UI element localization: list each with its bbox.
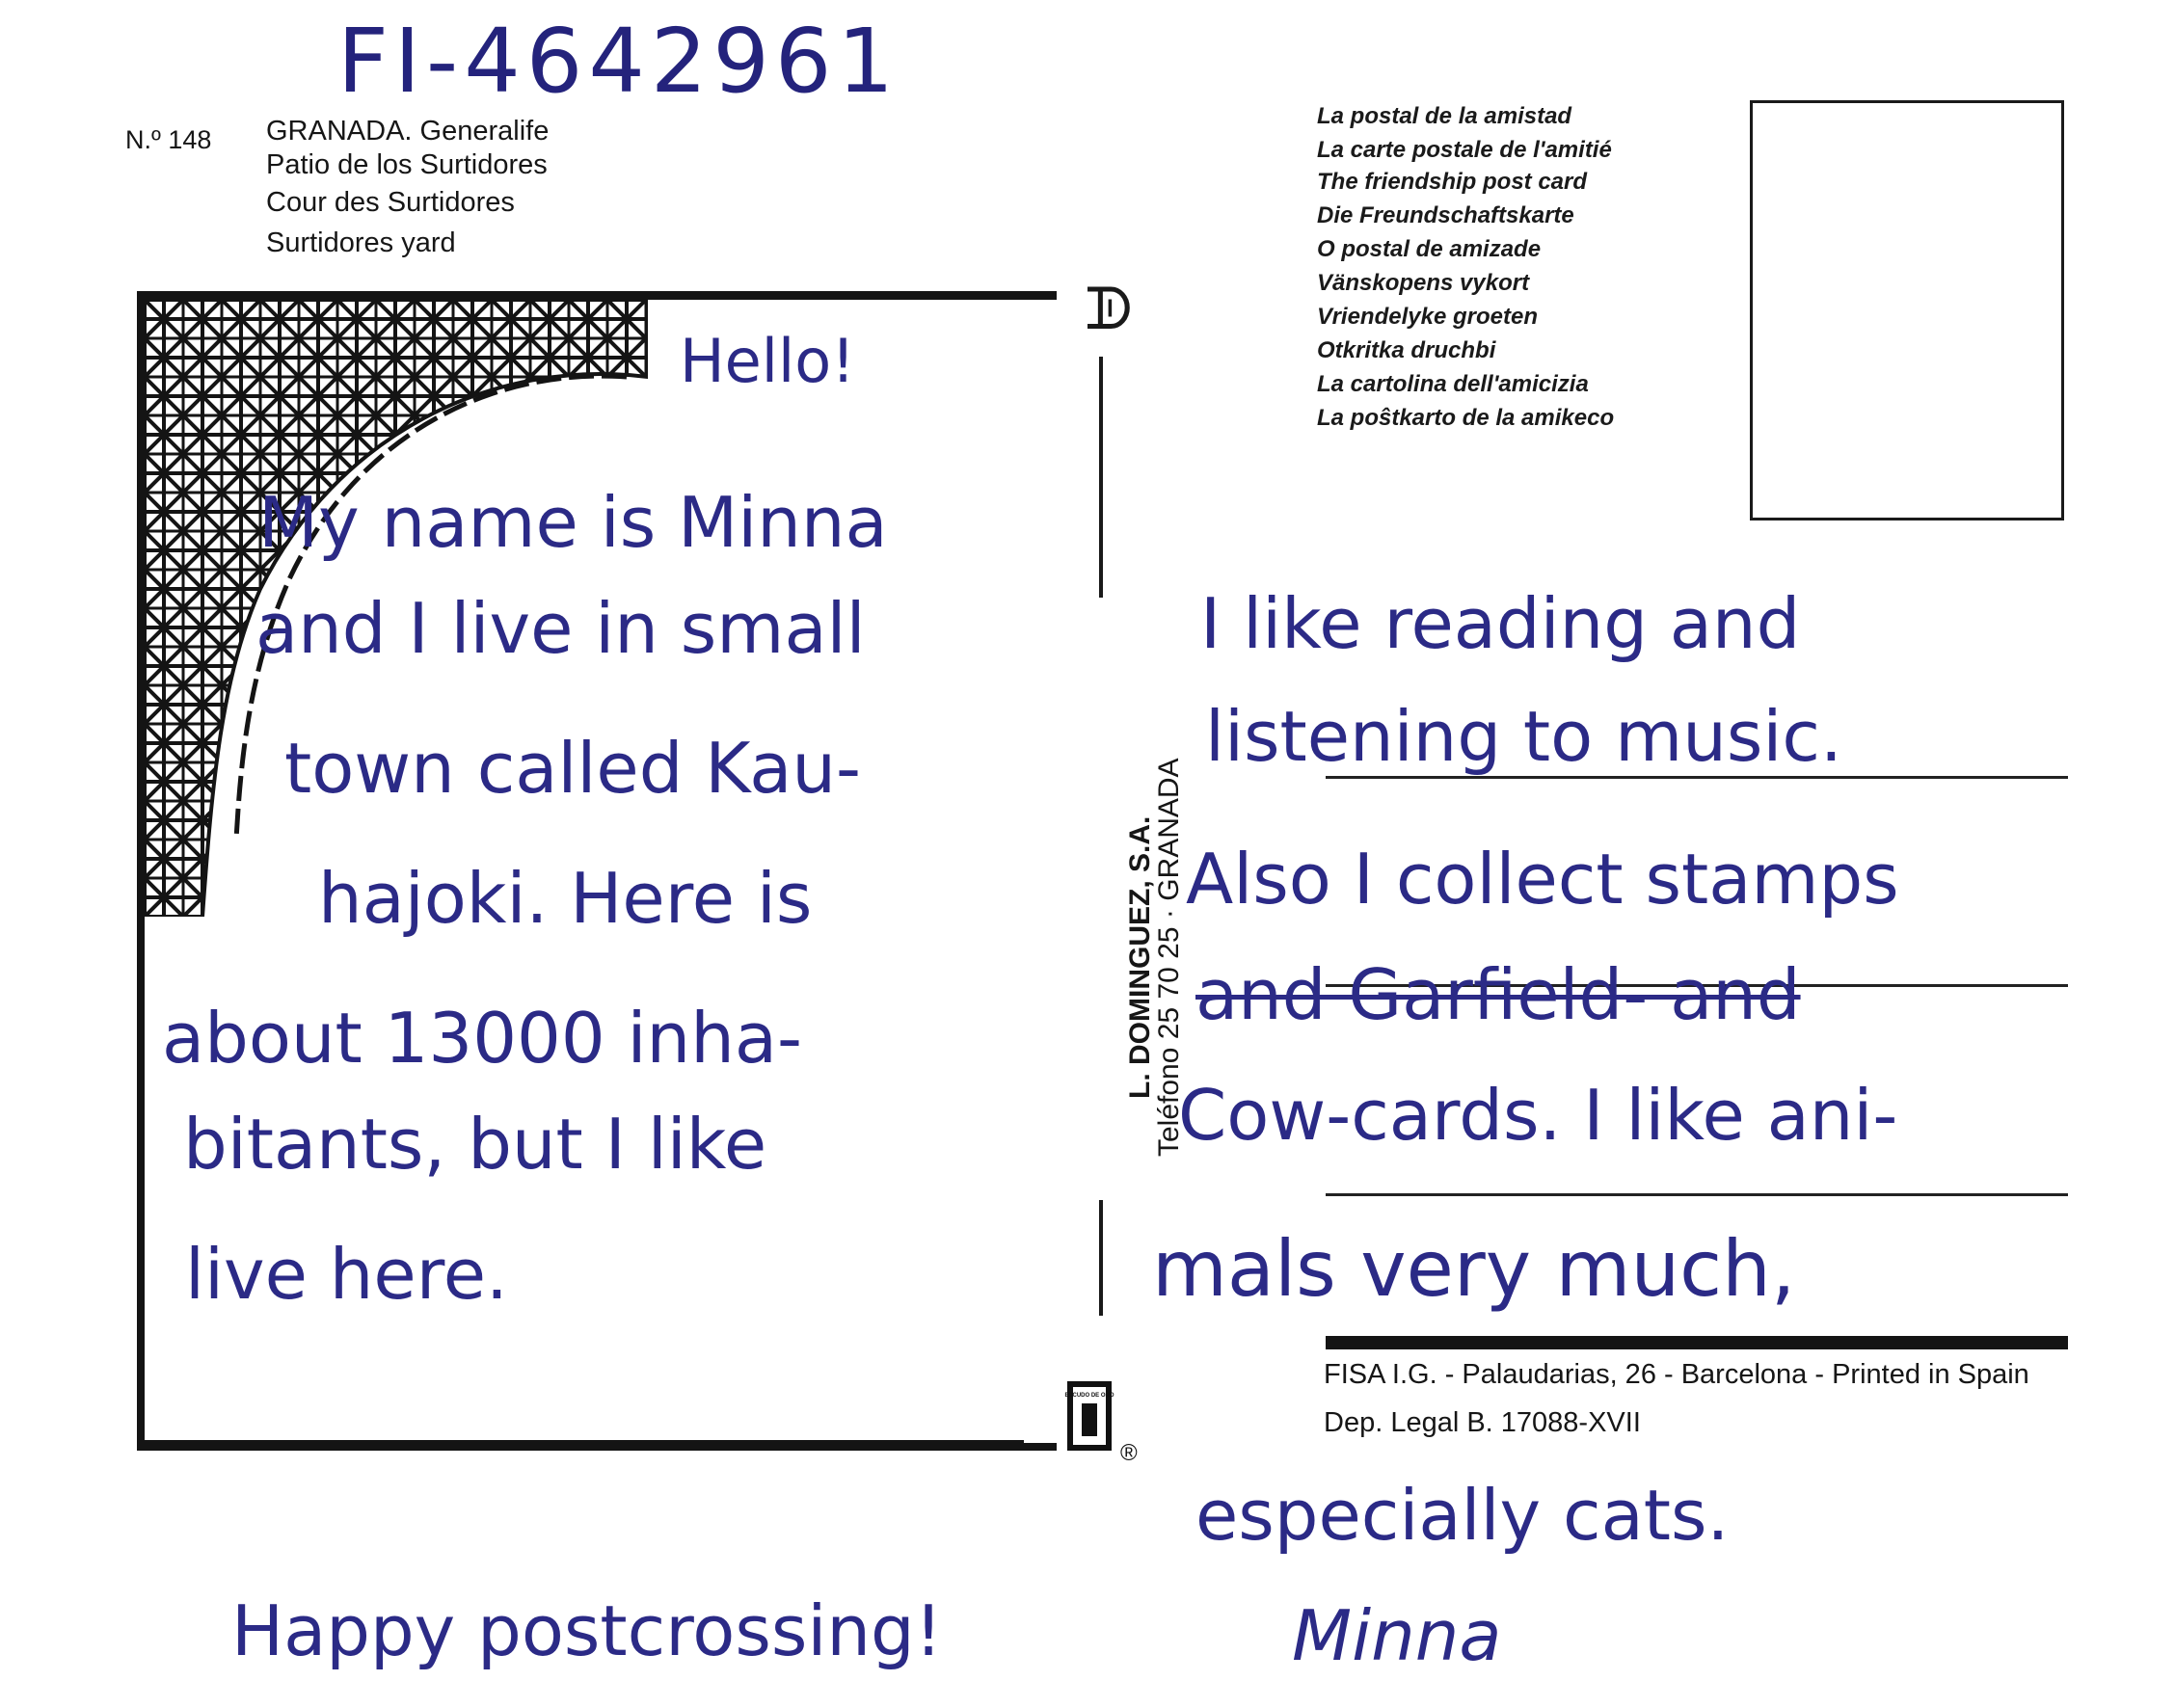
caption-line-3: Cour des Surtidores <box>266 187 515 218</box>
friendship-line: Otkritka druchbi <box>1317 337 1496 363</box>
friendship-line: The friendship post card <box>1317 169 1588 195</box>
registered-mark: ® <box>1120 1440 1138 1466</box>
address-line-thick <box>1326 1336 2068 1349</box>
divider-line-bottom <box>1099 1200 1103 1316</box>
publisher-logo <box>1061 1380 1118 1454</box>
friendship-line: La postal de la amistad <box>1317 103 1572 129</box>
handwritten-line: Also I collect stamps <box>1186 839 1899 920</box>
handwritten-line: especially cats. <box>1195 1475 1730 1556</box>
caption-line-1: GRANADA. Generalife <box>266 116 550 147</box>
divider-line-top <box>1099 357 1103 598</box>
handwritten-line: listening to music. <box>1205 696 1842 777</box>
friendship-line: Vänskopens vykort <box>1317 270 1530 296</box>
stamp-box <box>1750 100 2064 520</box>
logo-label: ESCUDO DE ORO <box>1064 1393 1114 1399</box>
friendship-line: O postal de amizade <box>1317 236 1542 262</box>
divider-ornament: ᗫ <box>1085 276 1133 343</box>
handwritten-line: town called Kau- <box>284 728 861 809</box>
handwritten-line: hajoki. Here is <box>318 858 813 939</box>
caption-line-4: Surtidores yard <box>266 227 456 258</box>
publisher-phone: Teléfono 25 70 25 · GRANADA <box>1153 758 1185 1157</box>
handwritten-line: My name is Minna <box>258 482 888 563</box>
friendship-line: Vriendelyke groeten <box>1317 304 1538 330</box>
message-frame-bottom <box>137 1440 1024 1451</box>
friendship-line: La cartolina dell'amicizia <box>1317 371 1589 397</box>
address-line <box>1326 1193 2068 1196</box>
postcard-id: FI-4642961 <box>337 10 900 113</box>
handwritten-line-struck: and Garfield- and <box>1195 954 1801 1035</box>
handwritten-line: and I live in small <box>255 588 866 669</box>
friendship-line: La poŝtkarto de la amikeco <box>1317 405 1615 431</box>
friendship-line: La carte postale de l'amitié <box>1317 137 1612 163</box>
publisher-name: L. DOMINGUEZ, S.A. <box>1124 815 1156 1099</box>
handwritten-line: mals very much, <box>1152 1224 1796 1314</box>
caption-line-2: Patio de los Surtidores <box>266 149 548 180</box>
handwritten-line: I like reading and <box>1200 583 1801 664</box>
handwritten-line: live here. <box>185 1234 508 1315</box>
signature: Minna <box>1292 1595 1502 1676</box>
handwritten-line: Hello! <box>680 326 856 396</box>
friendship-line: Die Freundschaftskarte <box>1317 202 1574 228</box>
handwritten-line: about 13000 inha- <box>162 998 802 1079</box>
closing-greeting: Happy postcrossing! <box>231 1590 943 1671</box>
legal-deposit: Dep. Legal B. 17088-XVII <box>1324 1407 1641 1438</box>
handwritten-line: Cow-cards. I like ani- <box>1178 1075 1898 1156</box>
caption-number: N.º 148 <box>125 125 212 154</box>
printer-info: FISA I.G. - Palaudarias, 26 - Barcelona - Printed in Spain <box>1324 1359 2029 1390</box>
handwritten-line: bitants, but I like <box>183 1104 767 1185</box>
